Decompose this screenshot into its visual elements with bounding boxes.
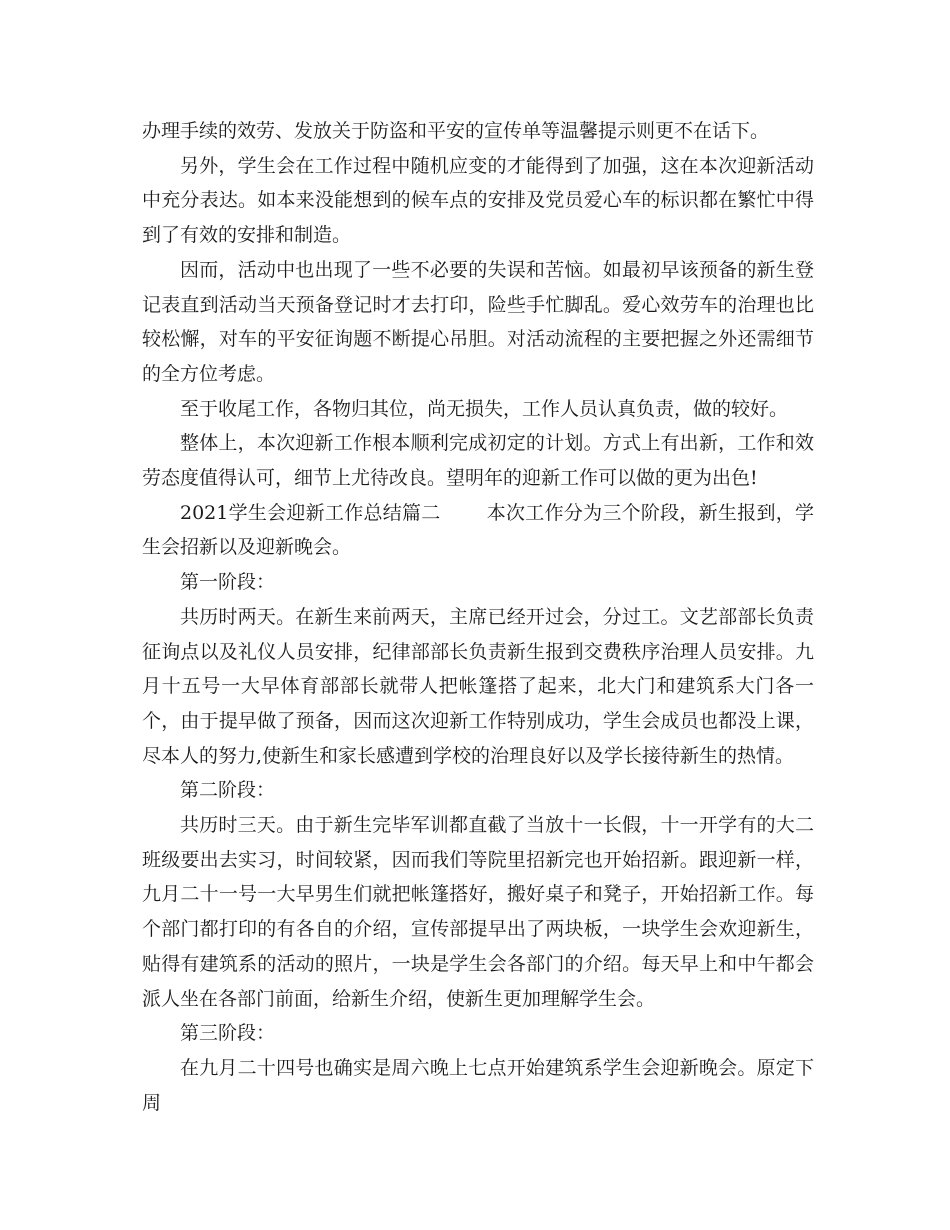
stage-heading: 第一阶段： xyxy=(180,571,276,594)
paragraph: 共历时三天。由于新生完毕军训都直截了当放十一长假，十一开学有的大二班级要出去实习，时间较紧，因而我们等院里招新完也开始招新。跟迎新一样，九月二十一号一大早男生们就把帐篷搭好，搬好桌子和凳子，开始招新工作。每个部门都打印的有各自的介绍，宣传部提早出了两块板，一块学生会欢迎新生，贴得有建筑系的活动的照片，一块是学生会各部门的介绍。每天早上和中午都会派人坐在各部门前面，给新生介绍，使新生更加理解学生会。 xyxy=(142,814,814,1010)
section-intro: 本次工作分为三个阶段，新生报到，学生会招新以及迎新晚会。 xyxy=(142,501,814,559)
paragraph: 整体上，本次迎新工作根本顺利完成初定的计划。方式上有出新，工作和效劳态度值得认可，细节上尤待改良。望明年的迎新工作可以做的更为出色! xyxy=(142,432,814,490)
document-body xyxy=(142,114,814,1120)
paragraph: 在九月二十四号也确实是周六晚上七点开始建筑系学生会迎新晚会。原定下周 xyxy=(142,1056,814,1114)
section-title: 2021学生会迎新工作总结篇二 xyxy=(180,501,441,524)
paragraph: 至于收尾工作，各物归其位，尚无损失，工作人员认真负责，做的较好。 xyxy=(180,397,789,420)
paragraph: 因而，活动中也出现了一些不必要的失误和苦恼。如最初早该预备的新生登记表直到活动当天预备登记时才去打印，险些手忙脚乱。爱心效劳车的治理也比较松懈，对车的平安征询题不断提心吊胆。对活动流程的主要把握之外还需细节的全方位考虑。 xyxy=(142,258,814,385)
stage-heading: 第二阶段： xyxy=(180,779,276,802)
paragraph: 另外，学生会在工作过程中随机应变的才能得到了加强，这在本次迎新活动中充分表达。如本来没能想到的候车点的安排及党员爱心车的标识都在繁忙中得到了有效的安排和制造。 xyxy=(142,154,814,247)
stage-heading: 第三阶段： xyxy=(180,1022,276,1045)
paragraph-section-heading xyxy=(142,496,814,565)
paragraph: 办理手续的效劳、发放关于防盗和平安的宣传单等温馨提示则更不在话下。 xyxy=(142,120,770,142)
paragraph: 共历时两天。在新生来前两天，主席已经开过会，分过工。文艺部部长负责征询点以及礼仪人员安排，纪律部部长负责新生报到交费秩序治理人员安排。九月十五号一大早体育部部长就带人把帐篷搭了起来，北大门和建筑系大门各一个，由于提早做了预备，因而这次迎新工作特别成功，学生会成员也都没上课，尽本人的努力,使新生和家长感遭到学校的治理良好以及学长接待新生的热情。 xyxy=(142,605,814,767)
